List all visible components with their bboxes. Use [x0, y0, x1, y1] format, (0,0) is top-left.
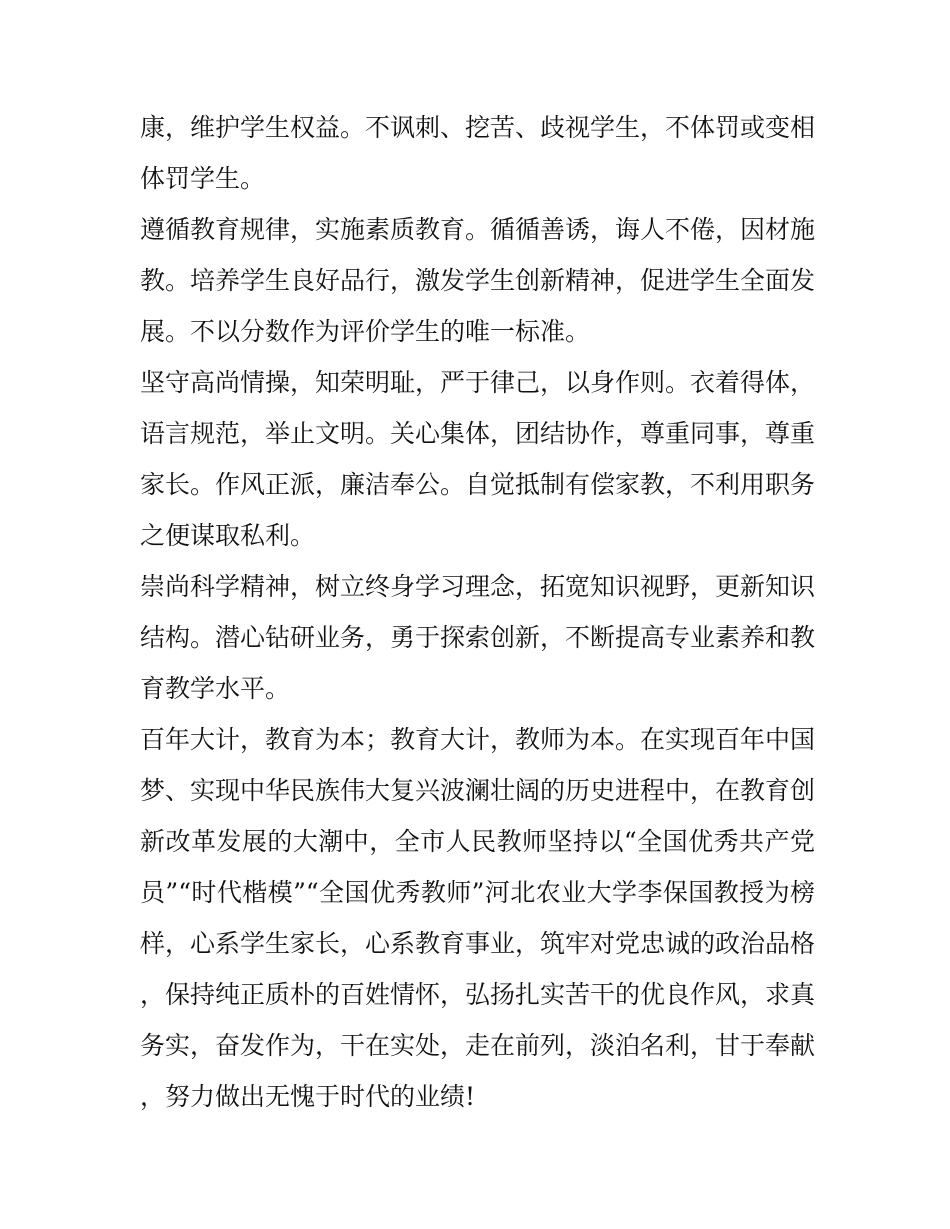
paragraph-moral-conduct: 坚守高尚情操，知荣明耻，严于律己，以身作则。衣着得体，语言规范，举止文明。关心集体，团结协作，尊重同事，尊重家长。作风正派，廉洁奉公。自觉抵制有偿家教，不利用职务之便谋取私利。	[140, 368, 816, 550]
paragraph-education-law: 遵循教育规律，实施素质教育。循循善诱，诲人不倦，因材施教。培养学生良好品行，激发学生创新精神，促进学生全面发展。不以分数作为评价学生的唯一标准。	[140, 215, 816, 346]
document-body	[140, 102, 815, 1122]
paragraph-teacher-mission: 百年大计，教育为本；教育大计，教师为本。在实现百年中国梦、实现中华民族伟大复兴波澜壮阔的历史进程中，在教育创新改革发展的大潮中，全市人民教师坚持以“全国优秀共产党员”“时代楷模”“全国优秀教师”河北农业大学李保国教授为榜样，心系学生家长，心系教育事业，筑牢对党忠诚的政治品格，保持纯正质朴的百姓情怀，弘扬扎实苦干的优良作风，求真务实，奋发作为，干在实处，走在前列，淡泊名利，甘于奉献，努力做出无愧于时代的业绩!	[140, 725, 816, 1111]
paragraph-lifelong-learning: 崇尚科学精神，树立终身学习理念，拓宽知识视野，更新知识结构。潜心钻研业务，勇于探索创新，不断提高专业素养和教育教学水平。	[140, 572, 816, 703]
paragraph-student-rights: 康，维护学生权益。不讽刺、挖苦、歧视学生，不体罚或变相体罚学生。	[140, 113, 816, 193]
